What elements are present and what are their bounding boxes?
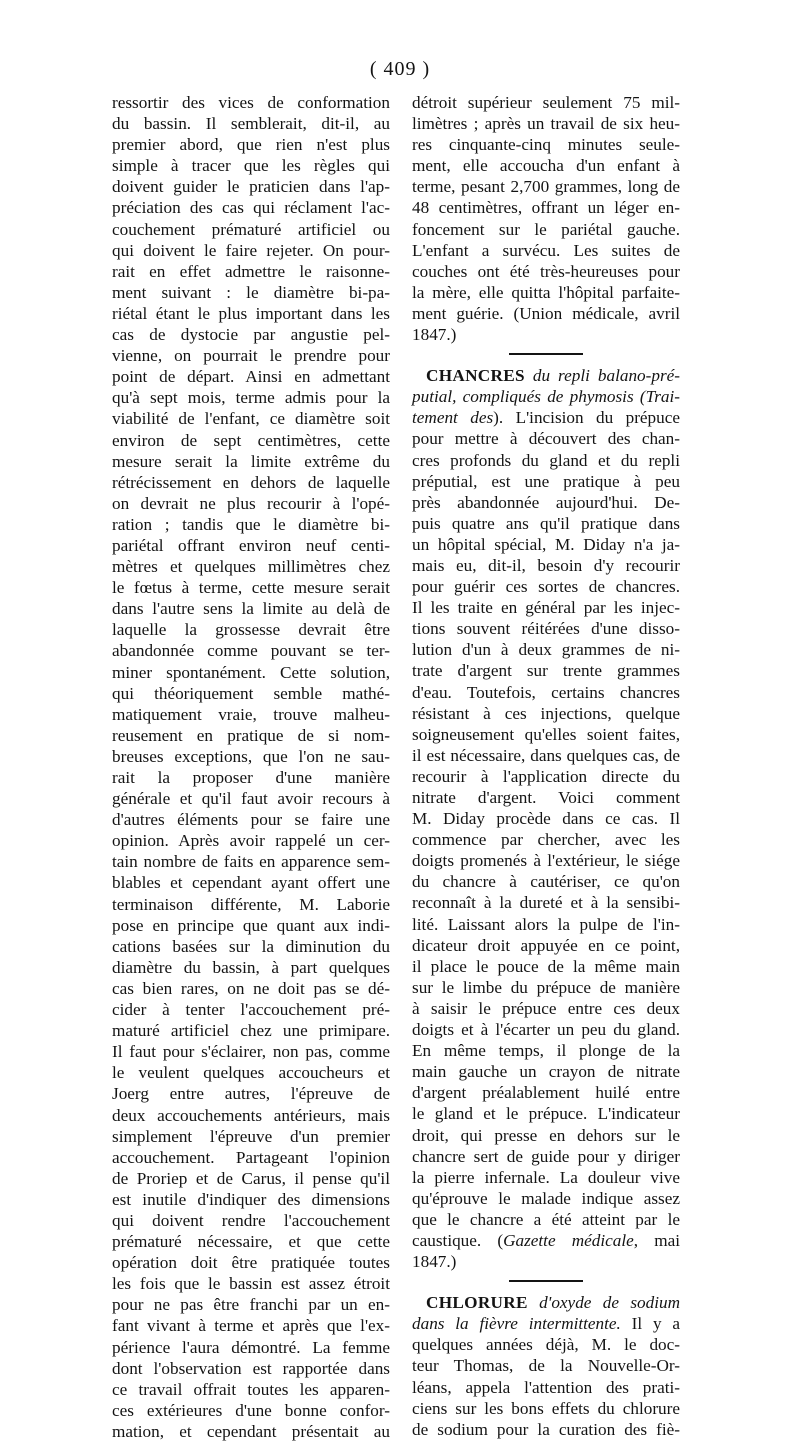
text-line: recourir à l'application directe du	[412, 766, 680, 786]
text-line: premier abord, que rien n'est plus	[112, 135, 390, 155]
text-line: ration ; tandis que le diamètre bi-	[112, 514, 390, 534]
text-line: de sodium pour la curation des fiè-	[412, 1419, 680, 1439]
text-line: laquelle la grossesse devrait être	[112, 620, 390, 640]
citation-source: Gazette médicale	[503, 1230, 634, 1250]
text-line: il est nécessaire, dans quelques cas, de	[412, 745, 680, 765]
text-line: pour mettre à découvert des chan-	[412, 429, 680, 449]
text-line: doivent guider le praticien dans l'ap-	[112, 177, 390, 197]
text-line: préputial, est une pratique à peu	[412, 471, 680, 491]
text-line: qu'éprouve le malade indique assez	[412, 1188, 680, 1208]
text-line: du bassin. Il semblerait, dit-il, au	[112, 114, 390, 134]
text-line: M. Diday procède dans ce cas. Il	[412, 809, 680, 829]
text-line: Il les traite en général par les injec-	[412, 598, 680, 618]
text-line: cations basées sur la diminution du	[112, 936, 390, 956]
text-line: riétal étant le plus important dans les	[112, 303, 390, 323]
text-line: rait en effet admettre le raisonne-	[112, 261, 390, 281]
text-line: simplement l'épreuve d'un premier	[112, 1126, 390, 1146]
article-chlorure	[412, 1292, 680, 1440]
text-line: soigneusement qu'elles soient faites,	[412, 724, 680, 744]
text-line: il place le pouce de la même main	[412, 956, 680, 976]
text-line: lité. Laissant alors la pulpe de l'in-	[412, 914, 680, 934]
text-line: mesure serait la limite extrême du	[112, 451, 390, 471]
text-line: générale et qu'il faut avoir recours à	[112, 789, 390, 809]
text-line: doigts promenés à l'extérieur, le siége	[412, 851, 680, 871]
text-line: pose en principe que quant aux indi-	[112, 915, 390, 935]
article-heading-line: dans la fièvre intermittente. Il y a	[412, 1314, 680, 1334]
text-line: Joerg entre autres, l'épreuve de	[112, 1084, 390, 1104]
right-column	[412, 92, 680, 1440]
text-line: ment, elle accoucha d'un enfant à	[412, 156, 680, 176]
article-heading-line: putial, compliqués de phymosis (Trai-	[412, 387, 680, 407]
text-line: commence par chercher, avec les	[412, 830, 680, 850]
text-line: breuses exceptions, que l'on ne sau-	[112, 746, 390, 766]
article-heading: CHLORURE	[426, 1293, 528, 1313]
article-heading: CHANCRES	[426, 366, 525, 386]
text-line: mais eu, dit-il, besoin d'y recourir	[412, 555, 680, 575]
text-line: le fœtus à terme, cette mesure serait	[112, 578, 390, 598]
article-chancres	[412, 365, 680, 1272]
text-line: fant vivant à terme et après que l'ex-	[112, 1316, 390, 1336]
text-line: quelques années déjà, M. le doc-	[412, 1335, 680, 1355]
article-body	[412, 428, 680, 1230]
text-line: qui doivent le faire rejeter. On pour-	[112, 240, 390, 260]
text-line: opinion. Après avoir rappelé un cer-	[112, 831, 390, 851]
text-line: d'autres éléments pour se faire une	[112, 810, 390, 830]
text-line: ressortir des vices de conformation	[112, 93, 390, 112]
text-line: pour guérir ces sortes de chancres.	[412, 577, 680, 597]
text-line: chancre sert de guide pour y diriger	[412, 1146, 680, 1166]
text-line: 48 centimètres, offrant un léger en-	[412, 198, 680, 218]
text-line: matiquement vraie, trouve malheu-	[112, 704, 390, 724]
text-line: les fois que le bassin est assez étroit	[112, 1274, 390, 1294]
text-line: rait la proposer d'une manière	[112, 768, 390, 787]
text-line: puis quatre ans qu'il pratique dans	[412, 513, 680, 533]
text-line: trate d'argent sur trente grammes	[412, 661, 680, 681]
text-line: à saisir le prépuce entre ces deux	[412, 998, 680, 1018]
article-citation-year: 1847.)	[412, 1252, 457, 1272]
article-heading-line: tement des). L'incision du prépuce	[412, 408, 680, 428]
left-column	[112, 92, 390, 1442]
text-line: reusement en pratique de si nom-	[112, 725, 390, 745]
text-line: maturé artificiel chez une primipare.	[112, 1021, 390, 1041]
text-line: En même temps, il plonge de la	[412, 1041, 680, 1061]
text-line: ces extérieures d'une bonne confor-	[112, 1400, 390, 1420]
text-line: résistant à ces injections, quelque	[412, 703, 680, 723]
text-line: mètres et quelques millimètres chez	[112, 557, 390, 577]
text-line: du chancre à cautériser, ce qu'on	[412, 872, 680, 892]
text-line: la pierre infernale. La douleur vive	[412, 1167, 680, 1187]
text-line: mation, et cependant présentait au	[112, 1421, 390, 1441]
text-line: pariétal offrant environ neuf centi-	[112, 535, 390, 555]
text-line: terme, pesant 2,700 grammes, long de	[412, 177, 680, 197]
text-line: miner spontanément. Cette solution,	[112, 662, 390, 682]
text-line: tions souvent réitérées d'une disso-	[412, 619, 680, 639]
previous-article-ending	[412, 92, 680, 345]
text-line: teur Thomas, de la Nouvelle-Or-	[412, 1356, 680, 1376]
text-line: qui doivent rendre l'accouchement	[112, 1210, 390, 1230]
text-line: diamètre du bassin, à part quelques	[112, 957, 390, 977]
text-line: simple à tracer que les règles qui	[112, 156, 390, 176]
text-line: un hôpital spécial, M. Diday n'a ja-	[412, 534, 680, 554]
text-line: dans l'autre sens la limite au delà de	[112, 599, 390, 619]
article-heading-line: CHANCRES du repli balano-pré-	[426, 366, 680, 386]
text-line: cider à tenter l'accouchement pré-	[112, 1000, 390, 1020]
text-line: préciation des cas qui réclament l'ac-	[112, 198, 390, 218]
text-line: près abandonnée aujourd'hui. De-	[412, 492, 680, 512]
section-divider	[509, 353, 583, 355]
text-line: le veulent quelques accoucheurs et	[112, 1063, 390, 1083]
page-number: ( 409 )	[369, 58, 431, 80]
text-line: d'argent préalablement huilé entre	[412, 1083, 680, 1103]
text-line: reconnaît à la dureté et à la sensibi-	[412, 893, 680, 913]
text-line: abandonnée comme pouvant se ter-	[112, 641, 390, 661]
text-line: Il faut pour s'éclairer, non pas, comme	[112, 1042, 390, 1062]
text-line: point de départ. Ainsi en admettant	[112, 367, 390, 387]
text-line: que le chancre a été atteint par le	[412, 1209, 680, 1229]
text-line: pour ne pas être franchi par un en-	[112, 1295, 390, 1315]
text-line: 1847.)	[412, 325, 457, 345]
text-line: limètres ; après un travail de six heu-	[412, 114, 680, 134]
text-line: nitrate d'argent. Voici comment	[412, 788, 680, 807]
text-line: prématuré nécessaire, et que cette	[112, 1232, 390, 1252]
text-line: ment suivant : le diamètre bi-pa-	[112, 282, 390, 302]
text-line: cas bien rares, on ne doit pas se dé-	[112, 978, 390, 998]
text-line: le gland et le prépuce. L'indicateur	[412, 1104, 680, 1124]
text-line: ciens sur les bons effets du chlorure	[412, 1398, 680, 1418]
text-line: vienne, on pourrait le prendre pour	[112, 346, 390, 366]
text-line: ce travail offrait toutes les apparen-	[112, 1379, 390, 1399]
text-line: cas de dystocie par angustie pel-	[112, 325, 390, 345]
text-line: terminaison différente, M. Laborie	[112, 894, 390, 914]
text-line: périence l'aura démontré. La femme	[112, 1337, 390, 1357]
text-line: couchement prématuré artificiel ou	[112, 219, 390, 239]
text-line: res cinquante-cinq minutes seule-	[412, 135, 680, 155]
text-line: qui théoriquement semble mathé-	[112, 683, 390, 703]
text-line: léans, appela l'attention des prati-	[412, 1377, 680, 1397]
text-line: tain nombre de faits en apparence sem-	[112, 852, 390, 872]
text-line: d'eau. Toutefois, certains chancres	[412, 682, 680, 702]
text-line: détroit supérieur seulement 75 mil-	[412, 93, 680, 112]
text-line: main gauche un crayon de nitrate	[412, 1062, 680, 1082]
article-body	[412, 1334, 680, 1439]
text-line: L'enfant a survécu. Les suites de	[412, 240, 680, 260]
article-heading-line: CHLORURE d'oxyde de sodium	[426, 1293, 680, 1313]
text-line: couches ont été très-heureuses pour	[412, 261, 680, 281]
text-line: droit, qui presse en dehors sur le	[412, 1125, 680, 1145]
text-line: accouchement. Partageant l'opinion	[112, 1147, 390, 1167]
text-line: sur le limbe du prépuce de manière	[412, 977, 680, 997]
text-line: dont l'observation est rapportée dans	[112, 1358, 390, 1378]
text-line: foncement sur le pariétal gauche.	[412, 219, 680, 239]
text-line: ment guérie. (Union médicale, avril	[412, 303, 680, 323]
text-line: est inutile d'indiquer des dimensions	[112, 1189, 390, 1209]
text-line: on devrait ne plus recourir à l'opé-	[112, 493, 390, 513]
text-line: qu'à sept mois, terme admis pour la	[112, 388, 390, 408]
text-line: environ de sept centimètres, cette	[112, 430, 390, 450]
text-line: dicateur droit appuyée en ce point,	[412, 935, 680, 955]
text-line: deux accouchements antérieurs, mais	[112, 1105, 390, 1125]
article-citation-line: caustique. (Gazette médicale, mai	[412, 1230, 680, 1250]
section-divider	[509, 1280, 583, 1282]
text-line: opération doit être pratiquée toutes	[112, 1253, 390, 1273]
text-line: rétrécissement en dehors de laquelle	[112, 472, 390, 492]
text-line: de Proriep et de Carus, il pense qu'il	[112, 1168, 390, 1188]
text-line: blables et cependant ayant offert une	[112, 873, 390, 893]
text-line: viabilité de l'enfant, ce diamètre soit	[112, 409, 390, 429]
text-line: cres profonds du gland et du repli	[412, 450, 680, 470]
text-line: la mère, elle quitta l'hôpital parfaite-	[412, 282, 680, 302]
text-line: doigts et à l'écarter un peu du gland.	[412, 1020, 680, 1040]
text-line: lution d'un à deux grammes de ni-	[412, 640, 680, 660]
